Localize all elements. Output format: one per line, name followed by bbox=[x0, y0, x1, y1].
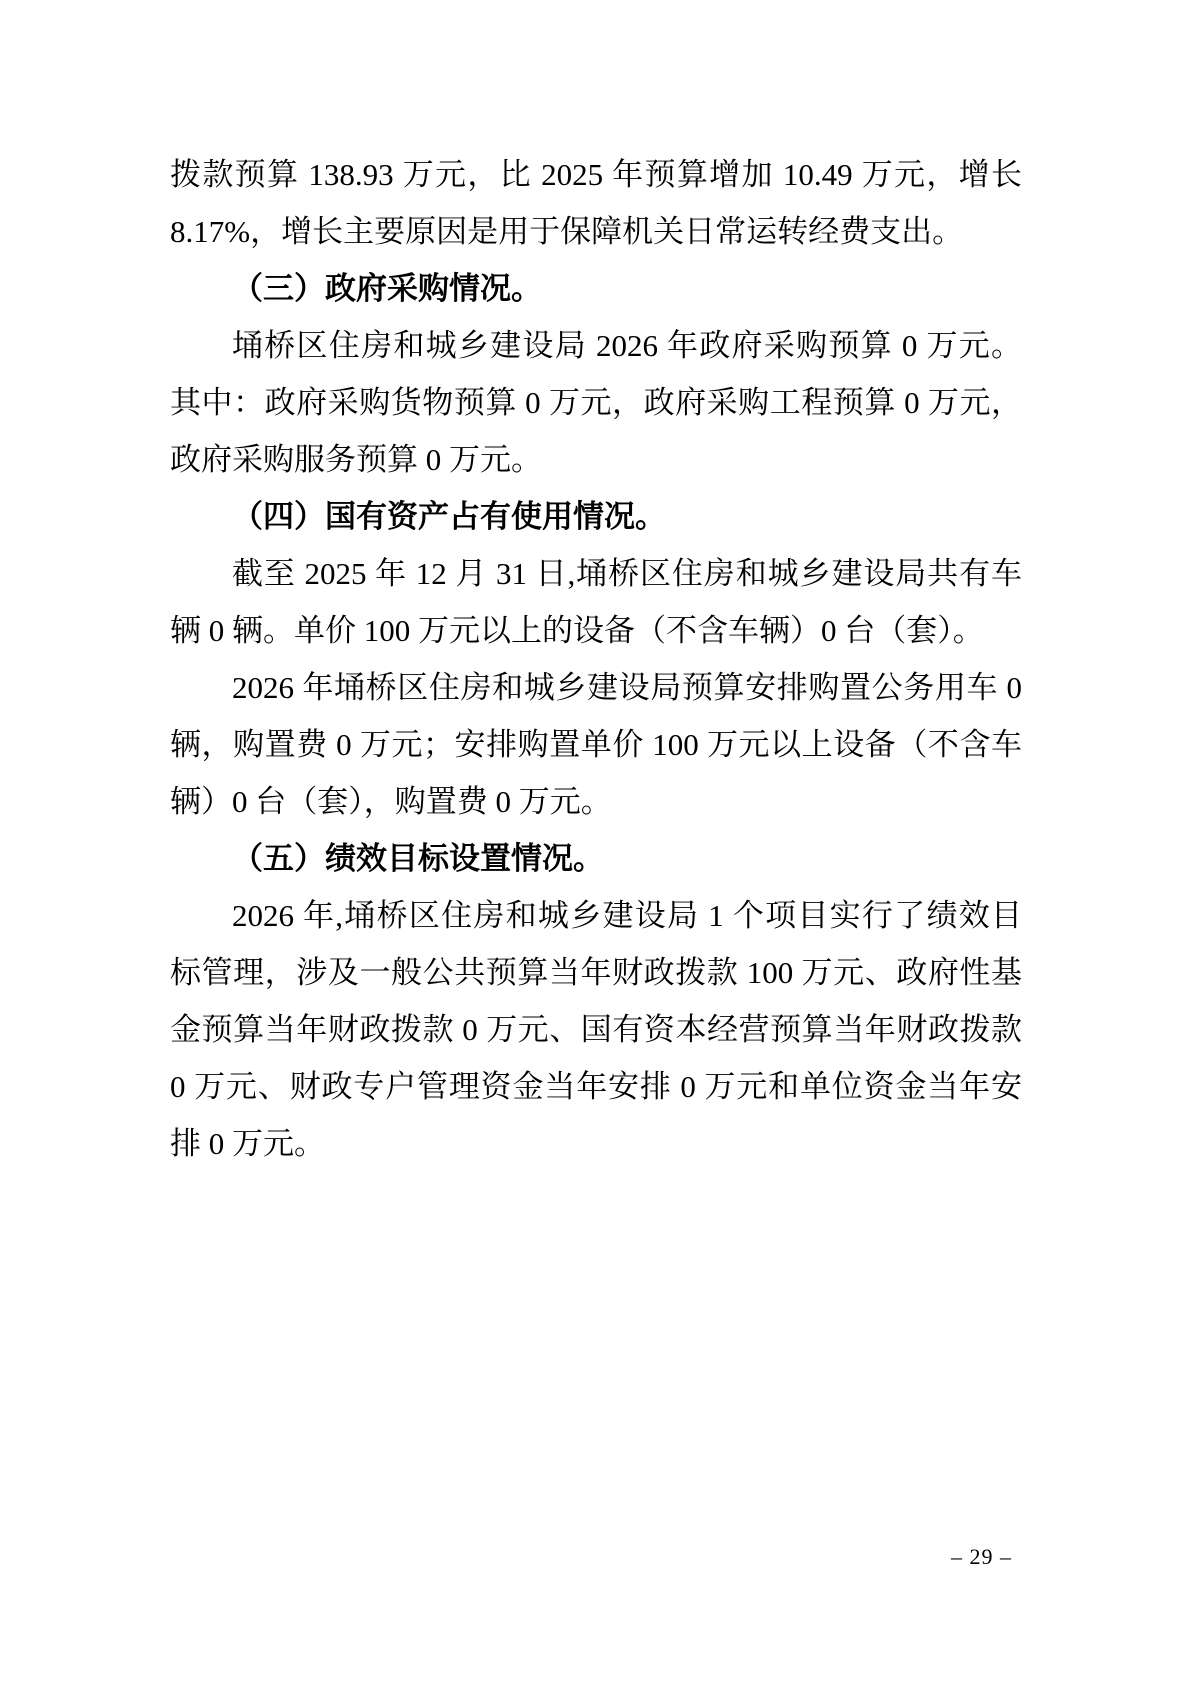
section-heading-state-owned-assets: （四）国有资产占有使用情况。 bbox=[232, 499, 666, 534]
document-body bbox=[170, 146, 1022, 1172]
section-heading-performance-targets: （五）绩效目标设置情况。 bbox=[232, 841, 604, 876]
section-heading-government-procurement: （三）政府采购情况。 bbox=[232, 271, 542, 306]
paragraph-planned-purchases: 2026 年埇桥区住房和城乡建设局预算安排购置公务用车 0 辆，购置费 0 万元；安排购置单价 100 万元以上设备（不含车辆）0 台（套），购置费 0 万元。 bbox=[170, 670, 1022, 819]
paragraph-vehicles-equipment-status: 截至 2025 年 12 月 31 日,埇桥区住房和城乡建设局共有车辆 0 辆。单价 100 万元以上的设备（不含车辆）0 台（套）。 bbox=[170, 556, 1022, 648]
page-number: – 29 – bbox=[951, 1544, 1012, 1569]
paragraph-government-procurement: 埇桥区住房和城乡建设局 2026 年政府采购预算 0 万元。其中：政府采购货物预算 0 万元，政府采购工程预算 0 万元，政府采购服务预算 0 万元。 bbox=[170, 328, 1022, 477]
paragraph-performance-target-management: 2026 年,埇桥区住房和城乡建设局 1 个项目实行了绩效目标管理，涉及一般公共预算当年财政拨款 100 万元、政府性基金预算当年财政拨款 0 万元、国有资本经营预算当年财政拨款 0 万元、财政专户管理资金当年安排 0 万元和单位资金当年安排 0 万元。 bbox=[170, 898, 1022, 1161]
paragraph-budget-appropriation-continuation: 拨款预算 138.93 万元，比 2025 年预算增加 10.49 万元，增长 8.17%，增长主要原因是用于保障机关日常运转经费支出。 bbox=[170, 157, 1022, 249]
